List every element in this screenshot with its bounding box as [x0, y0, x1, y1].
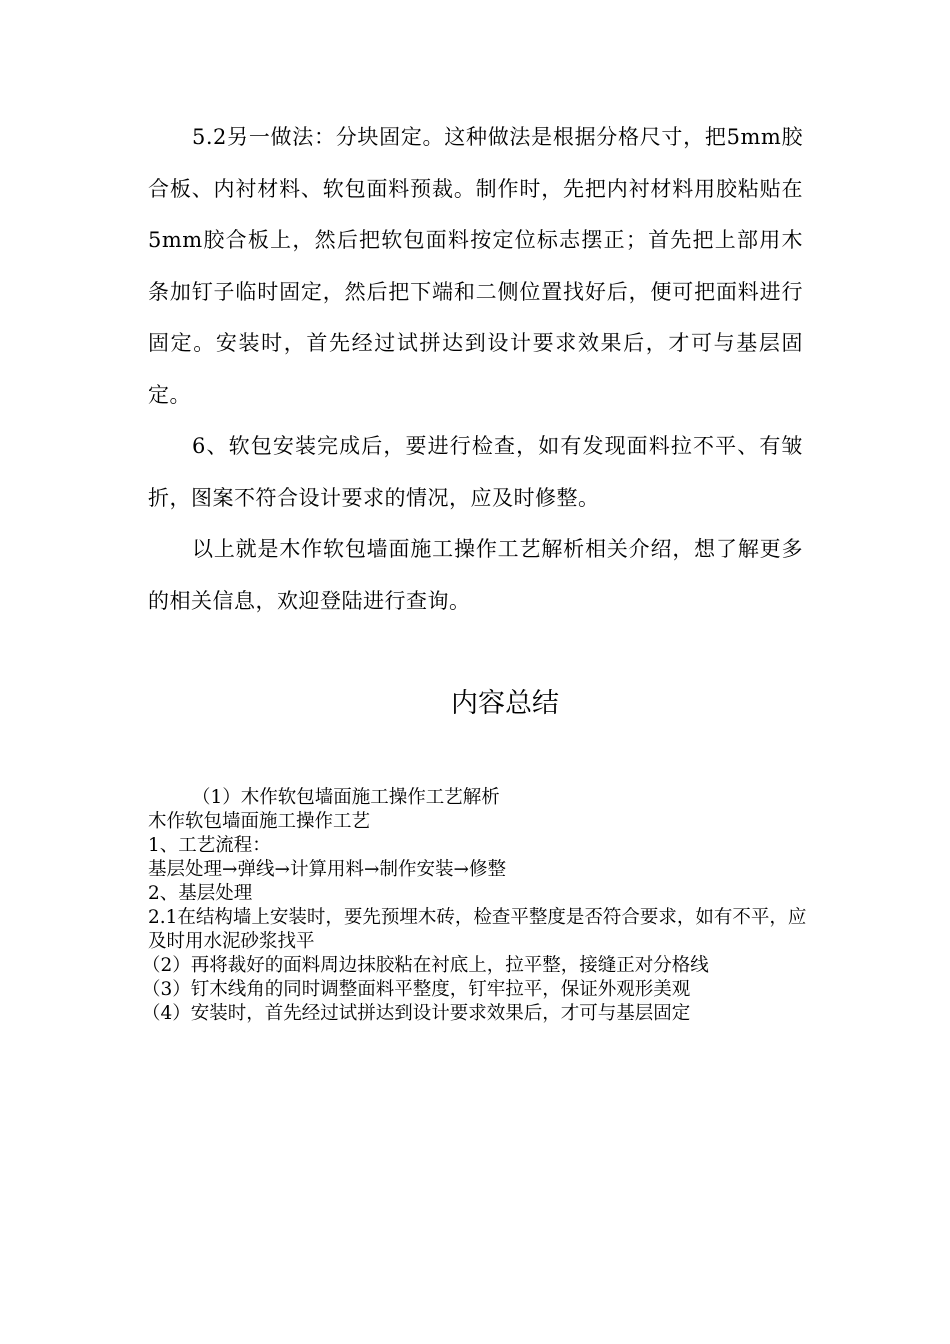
- summary-line: 2.1在结构墙上安装时，要先预埋木砖，检查平整度是否符合要求，如有不平，应及时用水泥砂浆找平: [148, 907, 807, 952]
- summary-line: （4）安装时，首先经过试拼达到设计要求效果后，才可与基层固定: [142, 1003, 691, 1024]
- paragraph-conclusion: 以上就是木作软包墙面施工操作工艺解析相关介绍，想了解更多的相关信息，欢迎登陆进行查询。: [148, 537, 803, 613]
- summary-line: 1、工艺流程：: [148, 835, 271, 856]
- summary-block: [142, 786, 808, 1026]
- summary-line: 2、基层处理: [148, 883, 253, 904]
- summary-line: （3）钉木线角的同时调整面料平整度，钉牢拉平，保证外观形美观: [142, 979, 691, 1000]
- paragraph-6: 6、软包安装完成后，要进行检查，如有发现面料拉不平、有皱折，图案不符合设计要求的情况，应及时修整。: [148, 434, 803, 510]
- summary-line: 基层处理→弹线→计算用料→制作安装→修整: [148, 859, 507, 880]
- article-body: [148, 112, 803, 627]
- paragraph-5-2: 5.2另一做法：分块固定。这种做法是根据分格尺寸，把5mm胶合板、内衬材料、软包面料预裁。制作时，先把内衬材料用胶粘贴在5mm胶合板上，然后把软包面料按定位标志摆正；首先把上部用木条加钉子临时固定，然后把下端和二侧位置找好后，便可把面料进行固定。安装时，首先经过试拼达到设计要求效果后，才可与基层固定。: [148, 125, 803, 407]
- summary-line: （1）木作软包墙面施工操作工艺解析: [192, 787, 500, 808]
- summary-title: 内容总结: [451, 688, 559, 719]
- summary-line: （2）再将裁好的面料周边抹胶粘在衬底上，拉平整，接缝正对分格线: [142, 955, 709, 976]
- summary-line: 木作软包墙面施工操作工艺: [148, 811, 371, 832]
